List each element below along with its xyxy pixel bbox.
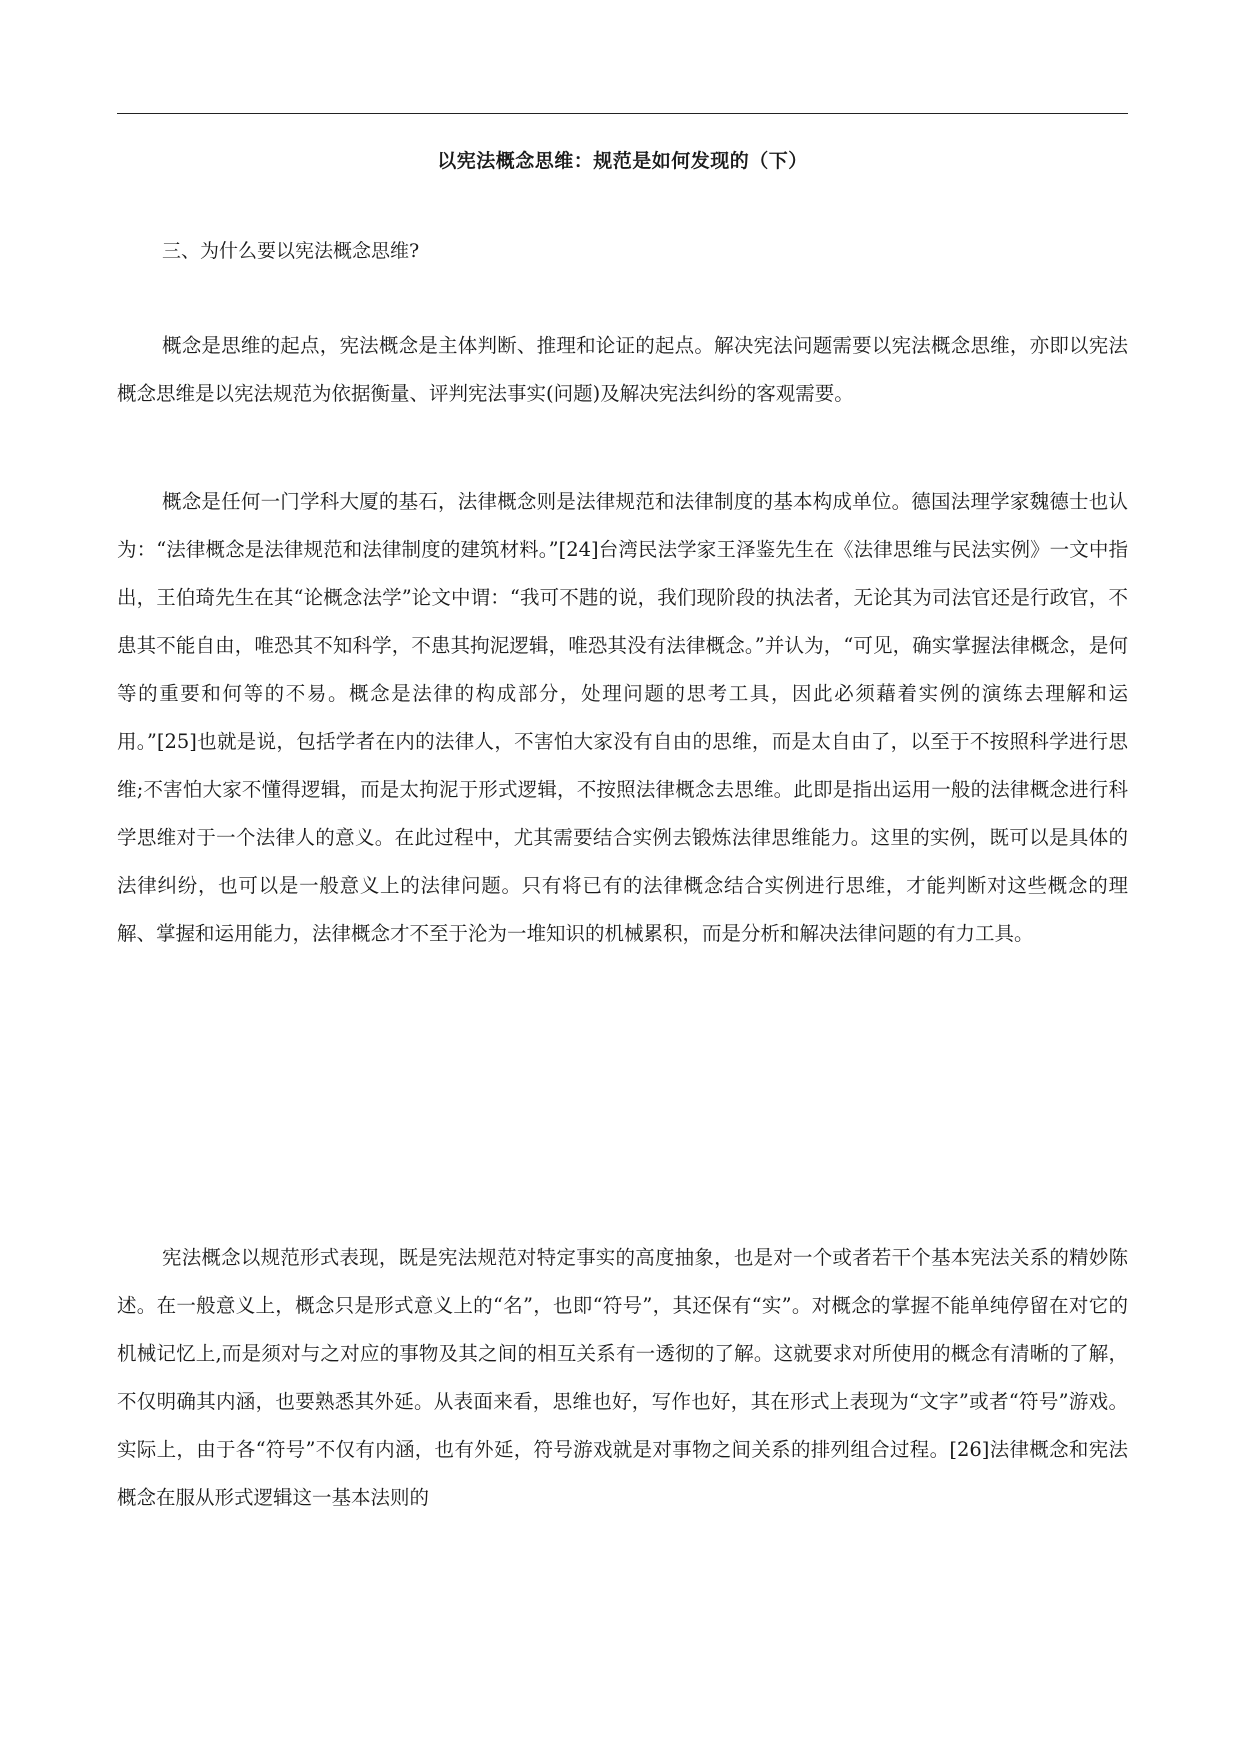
paragraph-1: 概念是思维的起点，宪法概念是主体判断、推理和论证的起点。解决宪法问题需要以宪法概念思维，亦即以宪法概念思维是以宪法规范为依据衡量、评判宪法事实(问题)及解决宪法纠纷的客观需要。 <box>117 334 1128 405</box>
paragraph-2: 概念是任何一门学科大厦的基石，法律概念则是法律规范和法律制度的基本构成单位。德国法理学家魏德士也认为：“法律概念是法律规范和法律制度的建筑材料。”[24]台湾民法学家王泽鉴先生在《法律思维与民法实例》一文中指出，王伯琦先生在其“论概念法学”论文中谓：“我可不韪的说，我们现阶段的执法者，无论其为司法官还是行政官，不患其不能自由，唯恐其不知科学，不患其拘泥逻辑，唯恐其没有法律概念。”并认为，“可见，确实掌握法律概念，是何等的重要和何等的不易。概念是法律的构成部分，处理问题的思考工具，因此必须藉着实例的演练去理解和运用。”[25]也就是说，包括学者在内的法律人，不害怕大家没有自由的思维，而是太自由了，以至于不按照科学进行思维;不害怕大家不懂得逻辑，而是太拘泥于形式逻辑，不按照法律概念去思维。此即是指出运用一般的法律概念进行科学思维对于一个法律人的意义。在此过程中，尤其需要结合实例去锻炼法律思维能力。这里的实例，既可以是具体的法律纠纷，也可以是一般意义上的法律问题。只有将已有的法律概念结合实例进行思维，才能判断对这些概念的理解、掌握和运用能力，法律概念才不至于沦为一堆知识的机械累积，而是分析和解决法律问题的有力工具。 <box>117 490 1128 945</box>
header-rule <box>117 113 1128 114</box>
paragraph-3: 宪法概念以规范形式表现，既是宪法规范对特定事实的高度抽象，也是对一个或者若干个基本宪法关系的精妙陈述。在一般意义上，概念只是形式意义上的“名”，也即“符号”，其还保有“实”。对概念的掌握不能单纯停留在对它的机械记忆上,而是须对与之对应的事物及其之间的相互关系有一透彻的了解。这就要求对所使用的概念有清晰的了解，不仅明确其内涵，也要熟悉其外延。从表面来看，思维也好，写作也好，其在形式上表现为“文字”或者“符号”游戏。实际上，由于各“符号”不仅有内涵，也有外延，符号游戏就是对事物之间关系的排列组合过程。[26]法律概念和宪法概念在服从形式逻辑这一基本法则的 <box>117 1246 1128 1509</box>
document-title: 以宪法概念思维：规范是如何发现的（下） <box>437 150 808 172</box>
section-heading: 三、为什么要以宪法概念思维? <box>162 240 420 262</box>
